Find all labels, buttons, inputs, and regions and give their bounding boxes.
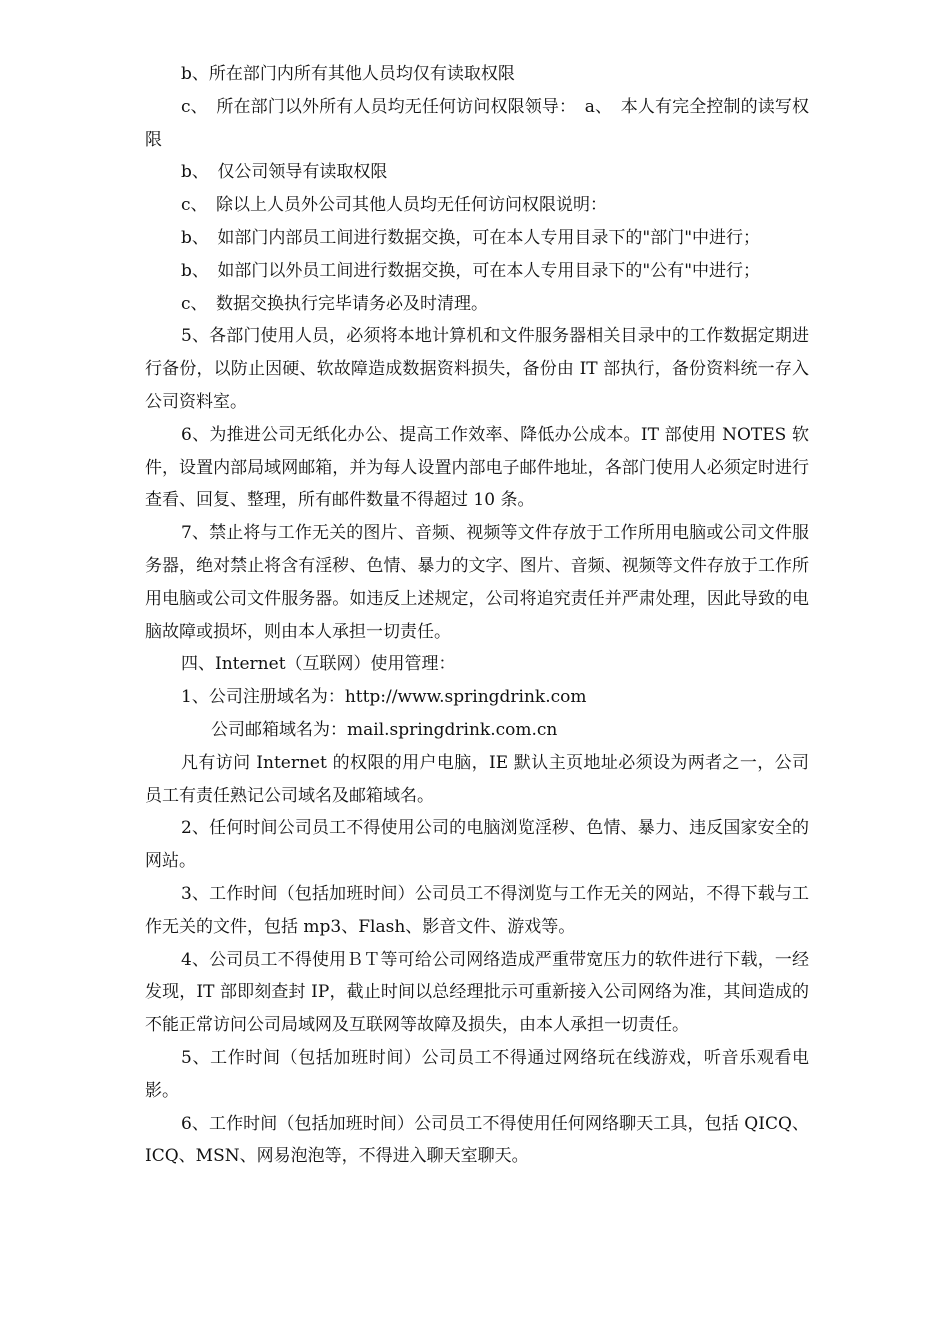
paragraph-1: b、所在部门内所有其他人员均仅有读取权限 <box>181 64 515 84</box>
paragraph-16: 4、公司员工不得使用ＢＴ等可给公司网络造成严重带宽压力的软件进行下载，一经发现，IT 部即刻查封 IP，截止时间以总经理批示可重新接入公司网络为准，其间造成的不能正常访问公司局域网及互联网等故障及损失，由本人承担一切责任。 <box>145 949 809 1036</box>
paragraph-18: 6、工作时间（包括加班时间）公司员工不得使用任何网络聊天工具，包括 QICQ、ICQ、MSN、网易泡泡等，不得进入聊天室聊天。 <box>145 1113 809 1167</box>
paragraph-7: c、 数据交换执行完毕请务必及时清理。 <box>181 293 489 314</box>
paragraph-13: 凡有访问 Internet 的权限的用户电脑，IE 默认主页地址必须设为两者之一，公司员工有责任熟记公司域名及邮箱域名。 <box>145 752 809 806</box>
paragraph-14: 2、任何时间公司员工不得使用公司的电脑浏览淫秽、色情、暴力、违反国家安全的网站。 <box>145 818 809 872</box>
paragraph-registered-domain: 1、公司注册域名为：http://www.springdrink.com <box>181 687 587 708</box>
paragraph-mail-domain: 公司邮箱域名为：mail.springdrink.com.cn <box>211 719 558 740</box>
paragraph-4: c、 除以上人员外公司其他人员均无任何访问权限说明： <box>181 195 608 216</box>
paragraph-10: 7、禁止将与工作无关的图片、音频、视频等文件存放于工作所用电脑或公司文件服务器，绝对禁止将含有淫秽、色情、暴力的文字、图片、音频、视频等文件存放于工作所用电脑或公司文件服务器。如违反上述规定，公司将追究责任并严肃处理，因此导致的电脑故障或损坏，则由本人承担一切责任。 <box>145 523 809 642</box>
paragraph-2: c、 所在部门以外所有人员均无任何访问权限领导： a、 本人有完全控制的读写权限 <box>145 96 809 150</box>
paragraph-5: b、 如部门内部员工间进行数据交换，可在本人专用目录下的"部门"中进行； <box>181 227 761 248</box>
section-heading-internet: 四、Internet（互联网）使用管理： <box>181 654 456 675</box>
paragraph-9: 6、为推进公司无纸化办公、提高工作效率、降低办公成本。IT 部使用 NOTES 软件，设置内部局域网邮箱，并为每人设置内部电子邮件地址，各部门使用人必须定时进行查看、回复、整理，所有邮件数量不得超过 10 条。 <box>145 424 809 511</box>
paragraph-8: 5、各部门使用人员，必须将本地计算机和文件服务器相关目录中的工作数据定期进行备份，以防止因硬、软故障造成数据资料损失，备份由 IT 部执行，备份资料统一存入公司资料室。 <box>145 326 809 412</box>
paragraph-15: 3、工作时间（包括加班时间）公司员工不得浏览与工作无关的网站，不得下载与工作无关的文件，包括 mp3、Flash、影音文件、游戏等。 <box>145 883 809 937</box>
paragraph-6: b、 如部门以外员工间进行数据交换，可在本人专用目录下的"公有"中进行； <box>181 260 761 281</box>
document-body <box>145 58 809 1173</box>
paragraph-3: b、 仅公司领导有读取权限 <box>181 162 388 183</box>
paragraph-17: 5、工作时间（包括加班时间）公司员工不得通过网络玩在线游戏，听音乐观看电影。 <box>145 1047 809 1101</box>
